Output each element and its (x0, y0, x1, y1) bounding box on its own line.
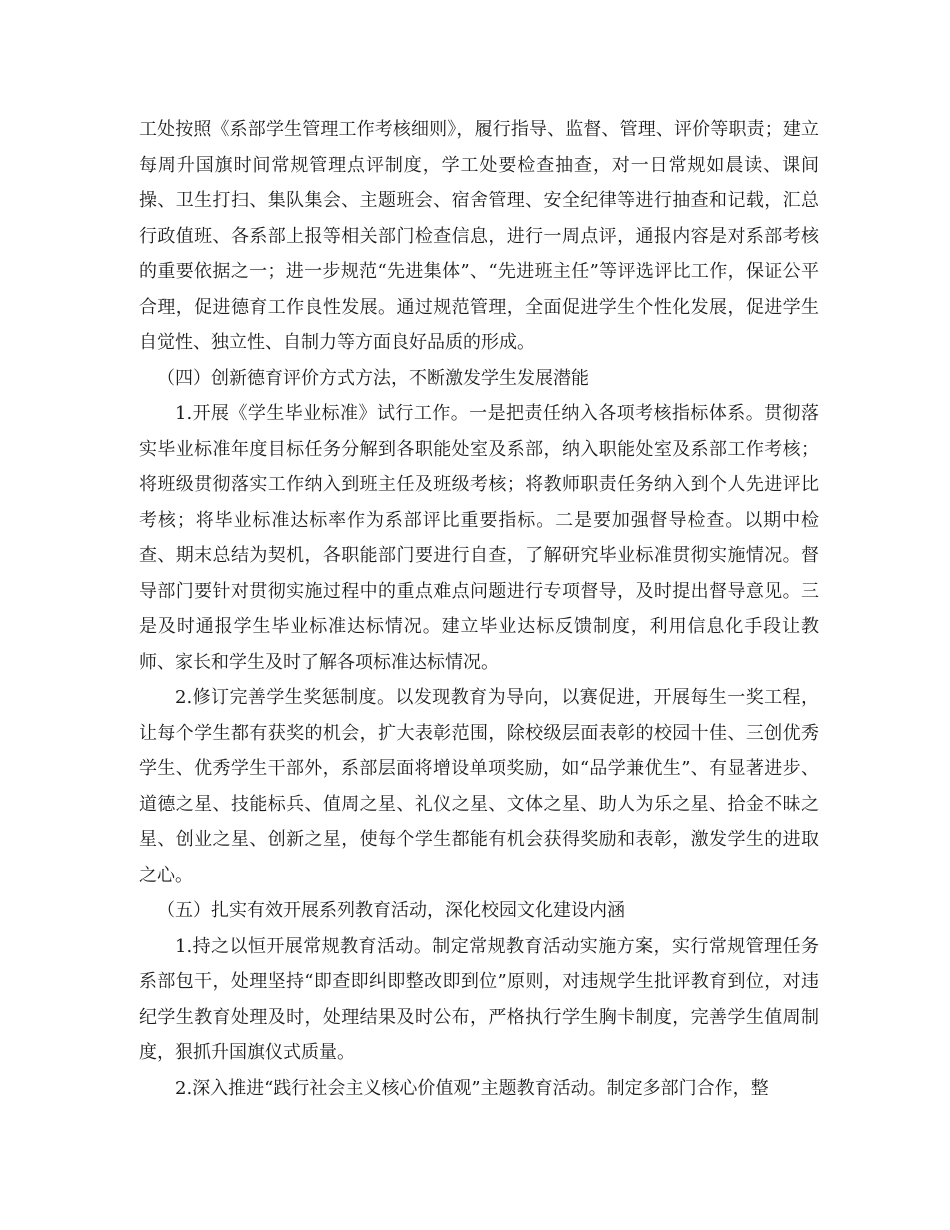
section-heading-4: （四）创新德育评价方式方法，不断激发学生发展潜能 (157, 367, 589, 389)
paragraph-graduation-standard: 1.开展《学生毕业标准》试行工作。一是把责任纳入各项考核指标体系。贯彻落实毕业标准年度目标任务分解到各职能处室及系部，纳入职能处室及系部工作考核；将班级贯彻落实工作纳入到班主任及班级考核；将教师职责任务纳入到个人先进评比考核；将毕业标准达标率作为系部评比重要指标。二是要加强督导检查。以期中检查、期末总结为契机，各职能部门要进行自查，了解研究毕业标准贯彻实施情况。督导部门要针对贯彻实施过程中的重点难点问题进行专项督导，及时提出督导意见。三是及时通报学生毕业标准达标情况。建立毕业达标反馈制度，利用信息化手段让教师、家长和学生及时了解各项标准达标情况。 (139, 403, 819, 673)
document-body (139, 112, 819, 1106)
paragraph-routine-education: 1.持之以恒开展常规教育活动。制定常规教育活动实施方案，实行常规管理任务系部包干，处理坚持“即查即纠即整改即到位”原则，对违规学生批评教育到位，对违纪学生教育处理及时，处理结果及时公布，严格执行学生胸卡制度，完善学生值周制度，狠抓升国旗仪式质量。 (139, 935, 819, 1063)
paragraph-continued: 工处按照《系部学生管理工作考核细则》，履行指导、监督、管理、评价等职责；建立每周升国旗时间常规管理点评制度，学工处要检查抽查，对一日常规如晨读、课间操、卫生打扫、集队集会、主题班会、宿舍管理、安全纪律等进行抽查和记载，汇总行政值班、各系部上报等相关部门检查信息，进行一周点评，通报内容是对系部考核的重要依据之一；进一步规范“先进集体”、“先进班主任”等评选评比工作，保证公平合理，促进德育工作良性发展。通过规范管理，全面促进学生个性化发展，促进学生自觉性、独立性、自制力等方面良好品质的形成。 (139, 119, 819, 353)
paragraph-core-values: 2.深入推进“践行社会主义核心价值观”主题教育活动。制定多部门合作，整 (175, 1077, 769, 1099)
section-heading-5: （五）扎实有效开展系列教育活动，深化校园文化建设内涵 (157, 900, 625, 921)
paragraph-reward-system: 2.修订完善学生奖惩制度。以发现教育为导向，以赛促进，开展每生一奖工程，让每个学生都有获奖的机会，扩大表彰范围，除校级层面表彰的校园十佳、三创优秀学生、优秀学生干部外，系部层面将增设单项奖励，如“品学兼优生”、有显著进步、道德之星、技能标兵、值周之星、礼仪之星、文体之星、助人为乐之星、拾金不昧之星、创业之星、创新之星，使每个学生都能有机会获得奖励和表彰，激发学生的进取之心。 (139, 687, 819, 886)
